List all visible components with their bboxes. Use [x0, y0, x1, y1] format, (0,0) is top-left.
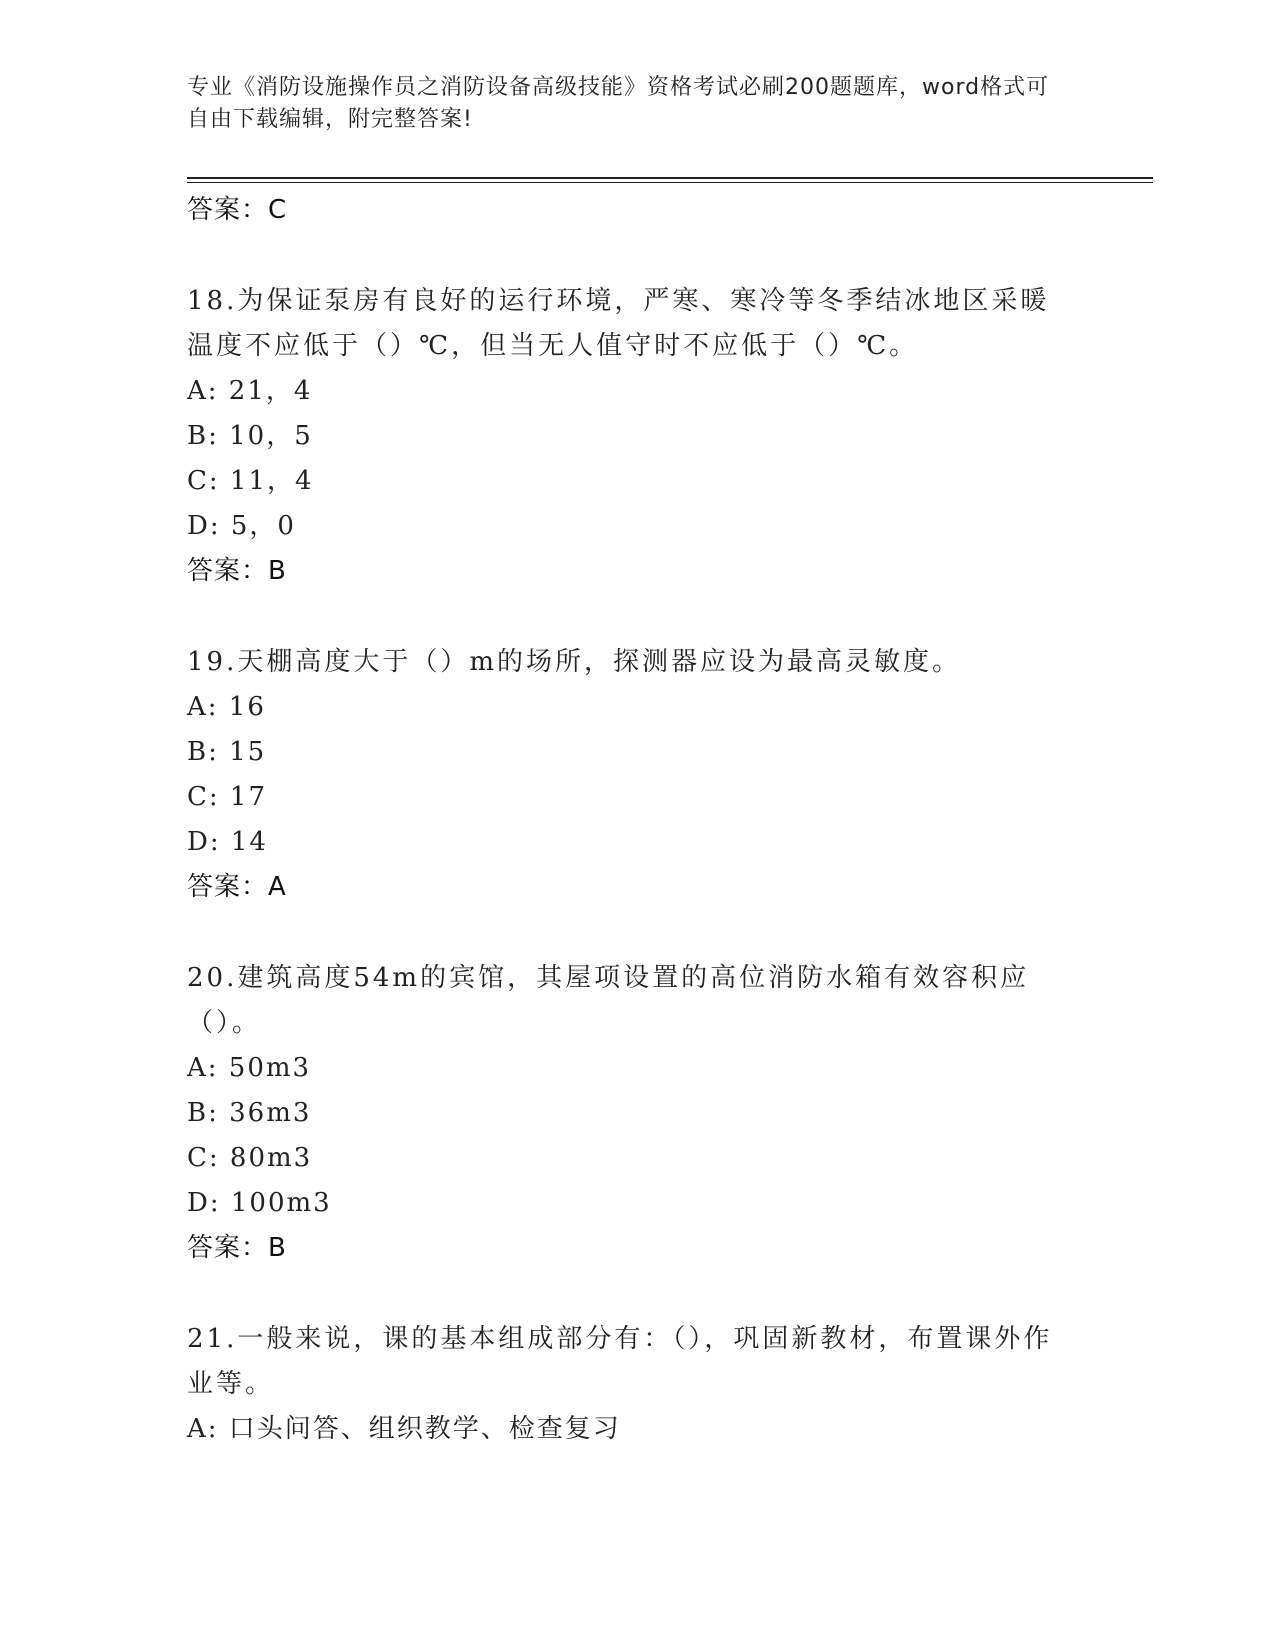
option-d: D: 100m3	[187, 1188, 332, 1218]
option-b: B: 10，5	[187, 421, 313, 451]
question-list	[187, 188, 1087, 1452]
answer-line: 答案：B	[187, 1233, 287, 1263]
option-d: D: 14	[187, 827, 268, 857]
page-header: 专业《消防设施操作员之消防设备高级技能》资格考试必刷200题题库，word格式可自由下载编辑，附完整答案!	[187, 75, 1050, 132]
option-a: A: 21，4	[187, 376, 313, 406]
option-b: B: 15	[187, 737, 267, 767]
option-c: C: 17	[187, 782, 268, 812]
option-d: D: 5，0	[187, 511, 296, 541]
answer-line: 答案：B	[187, 556, 287, 586]
option-a: A: 口头问答、组织教学、检查复习	[187, 1414, 621, 1444]
option-c: C: 80m3	[187, 1143, 313, 1173]
option-a: A: 50m3	[187, 1053, 312, 1083]
header-divider	[187, 177, 1153, 179]
question-text: 18.为保证泵房有良好的运行环境，严寒、寒冷等冬季结冰地区采暖温度不应低于（）℃，但当无人值守时不应低于（）℃。	[187, 286, 1050, 361]
option-a: A: 16	[187, 692, 266, 722]
question-text: 21.一般来说，课的基本组成部分有：（），巩固新教材，布置课外作业等。	[187, 1324, 1053, 1399]
answer-line: 答案：C	[187, 195, 288, 225]
header-divider-thin	[187, 182, 1153, 183]
question-text: 20.建筑高度54m的宾馆，其屋项设置的高位消防水箱有效容积应（）。	[187, 963, 1030, 1038]
question-text: 19.天棚高度大于（）m的场所，探测器应设为最高灵敏度。	[187, 647, 962, 677]
option-c: C: 11，4	[187, 466, 314, 496]
option-b: B: 36m3	[187, 1098, 312, 1128]
answer-line: 答案：A	[187, 872, 287, 902]
